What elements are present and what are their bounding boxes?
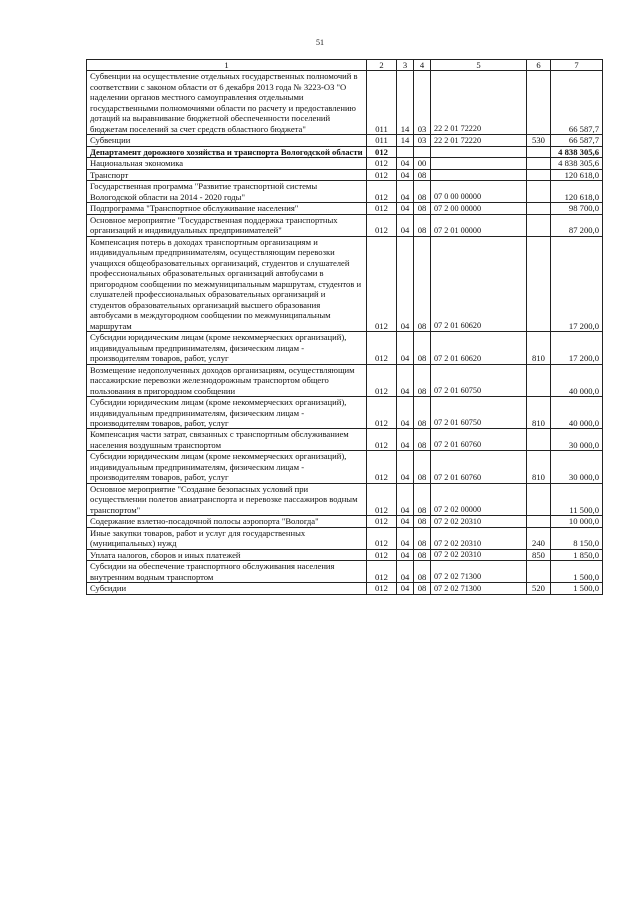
page-number: 51 <box>316 38 324 47</box>
row-section-code: 04 <box>397 583 414 594</box>
row-section-code: 04 <box>397 451 414 483</box>
row-subsection-code: 08 <box>414 332 431 364</box>
row-section-code: 14 <box>397 135 414 146</box>
header-col-3: 3 <box>397 60 414 71</box>
row-target-article <box>431 158 527 169</box>
row-ministry-code: 012 <box>367 214 397 236</box>
table-row <box>87 214 603 236</box>
row-name: Субсидии юридическим лицам (кроме некоммерческих организаций), индивидуальным предпринимателям, физическим лицам - производителям товаров, работ, услуг <box>87 397 367 429</box>
row-name: Содержание взлетно-посадочной полосы аэропорта "Вологда" <box>87 516 367 527</box>
row-amount: 66 587,7 <box>551 135 603 146</box>
row-subsection-code: 08 <box>414 364 431 396</box>
row-expense-type: 850 <box>527 549 551 560</box>
row-expense-type <box>527 516 551 527</box>
row-amount: 98 700,0 <box>551 203 603 214</box>
row-expense-type: 530 <box>527 135 551 146</box>
row-ministry-code: 012 <box>367 397 397 429</box>
row-name: Иные закупки товаров, работ и услуг для государственных (муниципальных) нужд <box>87 527 367 549</box>
row-subsection-code: 08 <box>414 451 431 483</box>
header-col-4: 4 <box>414 60 431 71</box>
table-row <box>87 483 603 515</box>
header-col-6: 6 <box>527 60 551 71</box>
row-target-article: 07 0 00 00000 <box>431 181 527 203</box>
row-subsection-code: 08 <box>414 181 431 203</box>
row-subsection-code <box>414 146 431 157</box>
row-section-code: 04 <box>397 236 414 331</box>
row-name: Субсидии <box>87 583 367 594</box>
header-col-1: 1 <box>87 60 367 71</box>
row-amount: 30 000,0 <box>551 451 603 483</box>
row-amount: 1 500,0 <box>551 583 603 594</box>
row-section-code: 04 <box>397 429 414 451</box>
row-name: Возмещение недополученных доходов организациям, осуществляющим пассажирские перевозки железнодорожным транспортом общего пользования в пригородном сообщении <box>87 364 367 396</box>
row-ministry-code: 012 <box>367 429 397 451</box>
header-col-2: 2 <box>367 60 397 71</box>
row-name: Государственная программа "Развитие транспортной системы Вологодской области на 2014 - 2020 годы" <box>87 181 367 203</box>
row-name: Компенсация части затрат, связанных с транспортным обслуживанием населения воздушным транспортом <box>87 429 367 451</box>
row-name: Транспорт <box>87 169 367 180</box>
row-expense-type <box>527 483 551 515</box>
row-target-article: 07 2 01 60620 <box>431 236 527 331</box>
row-subsection-code: 00 <box>414 158 431 169</box>
row-target-article: 07 2 01 60760 <box>431 451 527 483</box>
row-amount: 120 618,0 <box>551 169 603 180</box>
row-section-code: 04 <box>397 214 414 236</box>
row-ministry-code: 012 <box>367 236 397 331</box>
table-row <box>87 364 603 396</box>
row-section-code: 04 <box>397 158 414 169</box>
row-ministry-code: 012 <box>367 451 397 483</box>
row-expense-type <box>527 429 551 451</box>
row-target-article: 07 2 01 60750 <box>431 364 527 396</box>
row-amount: 40 000,0 <box>551 397 603 429</box>
row-target-article: 22 2 01 72220 <box>431 71 527 135</box>
row-expense-type <box>527 364 551 396</box>
row-ministry-code: 011 <box>367 135 397 146</box>
row-amount: 87 200,0 <box>551 214 603 236</box>
row-target-article: 07 2 02 71300 <box>431 561 527 583</box>
row-amount: 1 850,0 <box>551 549 603 560</box>
table-row <box>87 451 603 483</box>
header-col-7: 7 <box>551 60 603 71</box>
row-subsection-code: 03 <box>414 135 431 146</box>
row-name: Основное мероприятие "Создание безопасных условий при осуществлении полетов авиатранспорта и перевозке пассажиров водным транспортом" <box>87 483 367 515</box>
row-expense-type <box>527 214 551 236</box>
table-row <box>87 397 603 429</box>
table-row <box>87 158 603 169</box>
row-amount: 120 618,0 <box>551 181 603 203</box>
row-ministry-code: 012 <box>367 203 397 214</box>
table-row <box>87 516 603 527</box>
row-subsection-code: 08 <box>414 516 431 527</box>
row-ministry-code: 012 <box>367 364 397 396</box>
row-ministry-code: 012 <box>367 169 397 180</box>
row-subsection-code: 08 <box>414 549 431 560</box>
row-expense-type <box>527 169 551 180</box>
row-name: Субсидии юридическим лицам (кроме некоммерческих организаций), индивидуальным предпринимателям, физическим лицам - производителям товаров, работ, услуг <box>87 332 367 364</box>
row-ministry-code: 012 <box>367 583 397 594</box>
table-row <box>87 561 603 583</box>
row-name: Департамент дорожного хозяйства и транспорта Вологодской области <box>87 146 367 157</box>
row-amount: 8 150,0 <box>551 527 603 549</box>
row-ministry-code: 012 <box>367 146 397 157</box>
row-expense-type <box>527 158 551 169</box>
row-expense-type <box>527 236 551 331</box>
row-section-code: 04 <box>397 527 414 549</box>
row-target-article: 07 2 01 60750 <box>431 397 527 429</box>
row-section-code: 04 <box>397 181 414 203</box>
row-amount: 10 000,0 <box>551 516 603 527</box>
row-expense-type: 240 <box>527 527 551 549</box>
row-section-code <box>397 146 414 157</box>
row-target-article: 07 2 02 20310 <box>431 527 527 549</box>
table-row <box>87 146 603 157</box>
row-expense-type: 520 <box>527 583 551 594</box>
row-name: Субвенции на осуществление отдельных государственных полномочий в соответствии с законом области от 6 декабря 2013 года № 3223-ОЗ "О наделении органов местного самоуправления отдельными государственными полномочиями области по расчету и предоставлению дотаций на выравнивание бюджетной обеспеченности поселений бюджетам поселений за счет средств областного бюджета" <box>87 71 367 135</box>
row-ministry-code: 012 <box>367 516 397 527</box>
row-section-code: 04 <box>397 332 414 364</box>
table-row <box>87 429 603 451</box>
row-amount: 17 200,0 <box>551 236 603 331</box>
row-subsection-code: 08 <box>414 214 431 236</box>
row-expense-type: 810 <box>527 332 551 364</box>
row-subsection-code: 08 <box>414 527 431 549</box>
row-subsection-code: 08 <box>414 429 431 451</box>
row-section-code: 04 <box>397 549 414 560</box>
row-expense-type <box>527 146 551 157</box>
row-section-code: 04 <box>397 516 414 527</box>
budget-table-body <box>87 71 603 594</box>
row-amount: 4 838 305,6 <box>551 158 603 169</box>
table-row <box>87 135 603 146</box>
row-ministry-code: 012 <box>367 483 397 515</box>
row-name: Национальная экономика <box>87 158 367 169</box>
row-name: Основное мероприятие "Государственная поддержка транспортных организаций и индивидуальных предпринимателей" <box>87 214 367 236</box>
row-section-code: 14 <box>397 71 414 135</box>
row-target-article: 07 2 02 20310 <box>431 516 527 527</box>
row-target-article <box>431 146 527 157</box>
header-col-5: 5 <box>431 60 527 71</box>
row-name: Компенсация потерь в доходах транспортным организациям и индивидуальным предпринимателям, осуществляющим перевозки учащихся общеобразовательных организаций, студентов и слушателей профессиональных образовательных организаций автобусами в пригородном сообщении по межмуниципальным маршрутам, студентов и слушателей профессиональных образовательных организаций и студентов образовательных организаций высшего образования автобусами в междугородном сообщении по межмуниципальным маршрутам <box>87 236 367 331</box>
row-amount: 1 500,0 <box>551 561 603 583</box>
row-amount: 30 000,0 <box>551 429 603 451</box>
table-row <box>87 203 603 214</box>
row-target-article: 07 2 01 60760 <box>431 429 527 451</box>
table-row <box>87 583 603 594</box>
table-row <box>87 169 603 180</box>
budget-table <box>86 59 603 595</box>
row-target-article: 07 2 00 00000 <box>431 203 527 214</box>
row-amount: 11 500,0 <box>551 483 603 515</box>
row-expense-type: 810 <box>527 451 551 483</box>
row-subsection-code: 08 <box>414 583 431 594</box>
row-expense-type: 810 <box>527 397 551 429</box>
table-row <box>87 549 603 560</box>
row-target-article: 07 2 02 20310 <box>431 549 527 560</box>
row-ministry-code: 012 <box>367 549 397 560</box>
row-name: Субсидии на обеспечение транспортного обслуживания населения внутренним водным транспортом <box>87 561 367 583</box>
table-row <box>87 527 603 549</box>
row-subsection-code: 08 <box>414 561 431 583</box>
row-subsection-code: 08 <box>414 483 431 515</box>
row-expense-type <box>527 203 551 214</box>
row-target-article: 07 2 01 00000 <box>431 214 527 236</box>
table-row <box>87 332 603 364</box>
row-name: Уплата налогов, сборов и иных платежей <box>87 549 367 560</box>
row-target-article <box>431 169 527 180</box>
table-row <box>87 181 603 203</box>
row-section-code: 04 <box>397 483 414 515</box>
row-section-code: 04 <box>397 561 414 583</box>
row-target-article: 07 2 01 60620 <box>431 332 527 364</box>
row-subsection-code: 08 <box>414 397 431 429</box>
row-amount: 17 200,0 <box>551 332 603 364</box>
header-row <box>87 60 603 71</box>
row-target-article: 07 2 02 00000 <box>431 483 527 515</box>
row-name: Субсидии юридическим лицам (кроме некоммерческих организаций), индивидуальным предпринимателям, физическим лицам - производителям товаров, работ, услуг <box>87 451 367 483</box>
row-name: Подпрограмма "Транспортное обслуживание населения" <box>87 203 367 214</box>
row-ministry-code: 011 <box>367 71 397 135</box>
table-row <box>87 236 603 331</box>
row-ministry-code: 012 <box>367 158 397 169</box>
row-ministry-code: 012 <box>367 527 397 549</box>
row-section-code: 04 <box>397 169 414 180</box>
row-ministry-code: 012 <box>367 561 397 583</box>
row-amount: 66 587,7 <box>551 71 603 135</box>
row-expense-type <box>527 71 551 135</box>
row-name: Субвенции <box>87 135 367 146</box>
row-target-article: 22 2 01 72220 <box>431 135 527 146</box>
row-subsection-code: 08 <box>414 169 431 180</box>
row-section-code: 04 <box>397 364 414 396</box>
row-expense-type <box>527 181 551 203</box>
row-section-code: 04 <box>397 397 414 429</box>
row-expense-type <box>527 561 551 583</box>
row-amount: 40 000,0 <box>551 364 603 396</box>
row-ministry-code: 012 <box>367 181 397 203</box>
row-target-article: 07 2 02 71300 <box>431 583 527 594</box>
row-subsection-code: 08 <box>414 236 431 331</box>
row-subsection-code: 08 <box>414 203 431 214</box>
row-amount: 4 838 305,6 <box>551 146 603 157</box>
table-row <box>87 71 603 135</box>
row-subsection-code: 03 <box>414 71 431 135</box>
row-ministry-code: 012 <box>367 332 397 364</box>
row-section-code: 04 <box>397 203 414 214</box>
